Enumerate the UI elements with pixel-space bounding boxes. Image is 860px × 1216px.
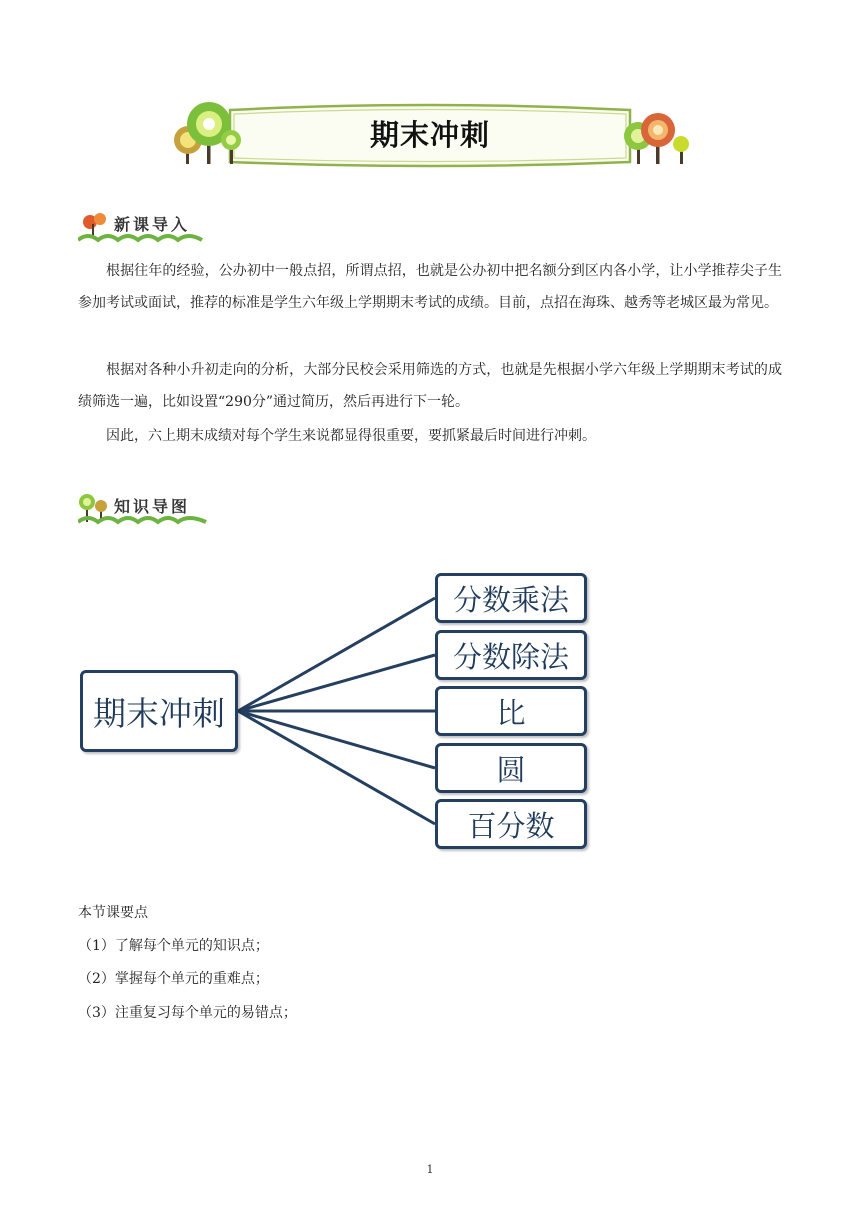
section-header-intro bbox=[78, 210, 228, 246]
mind-map-connector bbox=[238, 655, 435, 711]
key-point-item: （2）掌握每个单元的重难点； bbox=[78, 971, 269, 987]
intro-paragraph-2: 根据对各种小升初走向的分析，大部分民校会采用筛选的方式，也就是先根据小学六年级上学期期末考试的成绩筛选一遍，比如设置“290分”通过简历，然后再进行下一轮。 bbox=[78, 362, 782, 410]
page-title: 期末冲刺 bbox=[369, 118, 490, 152]
mind-map-branch: 百分数 bbox=[435, 799, 587, 849]
mind-map-branch: 比 bbox=[435, 686, 587, 736]
page-number: 1 bbox=[426, 1163, 434, 1176]
section-label-map: 知识导图 bbox=[114, 497, 191, 516]
mind-map bbox=[70, 560, 610, 860]
mind-map-connector bbox=[238, 711, 435, 768]
section-header-map bbox=[78, 492, 228, 528]
key-points-heading: 本节课要点 bbox=[78, 905, 148, 921]
mind-map-connector bbox=[238, 598, 435, 711]
mind-map-root: 期末冲刺 bbox=[80, 670, 238, 752]
key-point-item: （1）了解每个单元的知识点； bbox=[78, 938, 269, 954]
intro-paragraph-1: 根据往年的经验，公办初中一般点招，所谓点招，也就是公办初中把名额分到区内各小学，让小学推荐尖子生参加考试或面试，推荐的标准是学生六年级上学期期末考试的成绩。目前，点招在海珠、越秀等老城区最为常见。 bbox=[78, 263, 782, 311]
mind-map-connector bbox=[238, 711, 435, 824]
intro-paragraph-3: 因此，六上期末成绩对每个学生来说都显得很重要，要抓紧最后时间进行冲刺。 bbox=[106, 428, 596, 444]
right-trees-icon bbox=[624, 113, 689, 164]
section-label-intro: 新课导入 bbox=[114, 215, 191, 234]
key-point-item: （3）注重复习每个单元的易错点； bbox=[78, 1005, 297, 1021]
mind-map-branch: 分数除法 bbox=[435, 630, 587, 680]
mind-map-branch: 分数乘法 bbox=[435, 573, 587, 623]
mind-map-branch: 圆 bbox=[435, 743, 587, 793]
